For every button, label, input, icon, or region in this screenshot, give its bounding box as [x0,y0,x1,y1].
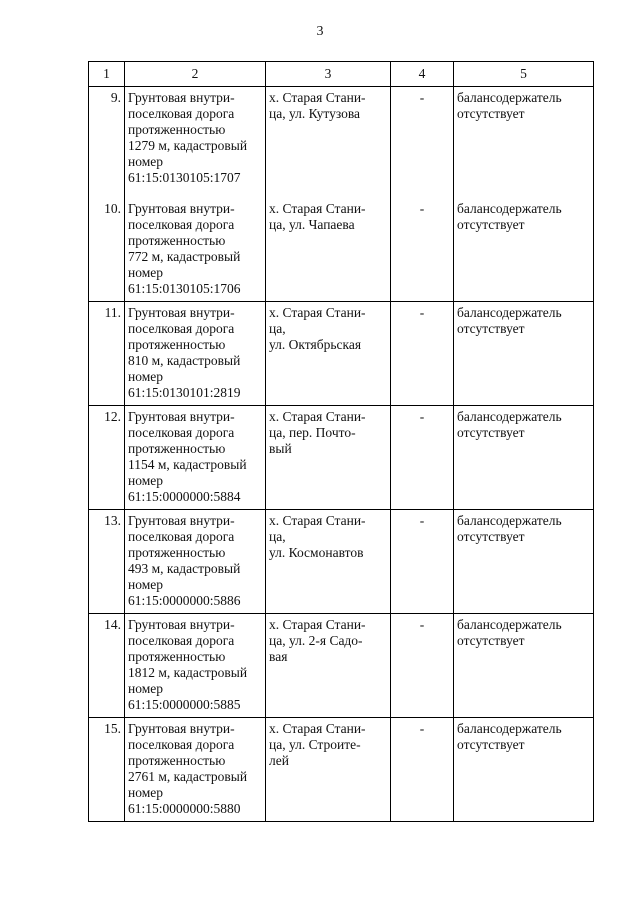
property-table [88,61,594,822]
holder-line: балансодержатель [457,90,562,105]
holder-cell [454,302,594,406]
address-line: ул. Космонавтов [269,545,364,560]
object-name-line: протяженностью [128,122,226,137]
row-number: 12. [89,406,125,510]
col4-value: - [391,614,454,718]
object-name-line: номер [128,473,164,488]
row-number: 9. [89,87,125,199]
table-row [89,406,594,510]
table-row [89,510,594,614]
header-col-5: 5 [454,62,594,87]
object-name-cell [125,718,266,822]
col4-value: - [391,302,454,406]
object-name-line: поселковая дорога [128,633,235,648]
header-col-3: 3 [266,62,391,87]
object-name-line: Грунтовая внутри- [128,721,235,736]
col4-value: - [391,406,454,510]
row-number: 13. [89,510,125,614]
table-row [89,718,594,822]
holder-line: отсутствует [457,529,525,544]
address-line: х. Старая Стани- [269,201,366,216]
header-col-2: 2 [125,62,266,87]
holder-cell [454,198,594,302]
holder-line: балансодержатель [457,409,562,424]
holder-line: балансодержатель [457,721,562,736]
holder-line: балансодержатель [457,513,562,528]
object-name-line: 61:15:0130101:2819 [128,385,241,400]
address-line: ца, ул. 2-я Садо- [269,633,363,648]
object-name-line: Грунтовая внутри- [128,617,235,632]
address-cell [266,510,391,614]
object-name-cell [125,614,266,718]
table-body [89,87,594,822]
object-name-line: 61:15:0130105:1707 [128,170,241,185]
table-row [89,302,594,406]
page-number: 3 [316,24,324,39]
address-line: х. Старая Стани- [269,409,366,424]
object-name-line: Грунтовая внутри- [128,90,235,105]
address-cell [266,87,391,199]
header-col-4: 4 [391,62,454,87]
object-name-line: Грунтовая внутри- [128,305,235,320]
object-name-line: 1812 м, кадастровый [128,665,248,680]
holder-cell [454,87,594,199]
col4-value: - [391,510,454,614]
object-name-line: 772 м, кадастровый [128,249,241,264]
row-number: 11. [89,302,125,406]
address-line: вая [269,649,288,664]
row-number: 15. [89,718,125,822]
holder-cell [454,510,594,614]
object-name-line: поселковая дорога [128,217,235,232]
object-name-line: Грунтовая внутри- [128,513,235,528]
holder-line: балансодержатель [457,617,562,632]
object-name-line: 493 м, кадастровый [128,561,241,576]
object-name-line: 1154 м, кадастровый [128,457,247,472]
table-row [89,87,594,199]
address-line: х. Старая Стани- [269,513,366,528]
row-number: 10. [89,198,125,302]
object-name-line: поселковая дорога [128,425,235,440]
holder-cell [454,718,594,822]
object-name-line: номер [128,785,164,800]
object-name-line: Грунтовая внутри- [128,409,235,424]
object-name-line: 61:15:0000000:5884 [128,489,241,504]
object-name-line: номер [128,577,164,592]
object-name-line: номер [128,369,164,384]
holder-line: отсутствует [457,106,525,121]
holder-line: балансодержатель [457,201,562,216]
holder-line: отсутствует [457,633,525,648]
header-col-1: 1 [89,62,125,87]
address-line: ца, [269,321,286,336]
object-name-line: 61:15:0000000:5885 [128,697,241,712]
address-line: лей [269,753,289,768]
holder-line: отсутствует [457,737,525,752]
holder-cell [454,406,594,510]
object-name-line: поселковая дорога [128,529,235,544]
object-name-line: протяженностью [128,545,226,560]
object-name-line: протяженностью [128,337,226,352]
address-line: х. Старая Стани- [269,305,366,320]
object-name-line: 61:15:0000000:5886 [128,593,241,608]
object-name-line: протяженностью [128,649,226,664]
address-cell [266,198,391,302]
address-line: х. Старая Стани- [269,617,366,632]
object-name-line: 810 м, кадастровый [128,353,241,368]
object-name-line: поселковая дорога [128,321,235,336]
holder-line: отсутствует [457,217,525,232]
row-number: 14. [89,614,125,718]
object-name-line: протяженностью [128,441,226,456]
holder-line: балансодержатель [457,305,562,320]
col4-value: - [391,87,454,199]
address-line: ца, ул. Кутузова [269,106,361,121]
object-name-line: номер [128,154,164,169]
object-name-line: 61:15:0000000:5880 [128,801,241,816]
object-name-line: номер [128,681,164,696]
address-line: ца, [269,529,286,544]
object-name-line: Грунтовая внутри- [128,201,235,216]
object-name-line: поселковая дорога [128,106,235,121]
holder-line: отсутствует [457,425,525,440]
object-name-line: 2761 м, кадастровый [128,769,248,784]
object-name-cell [125,302,266,406]
object-name-cell [125,87,266,199]
table-header-row [89,62,594,87]
address-line: ул. Октябрьская [269,337,362,352]
address-line: х. Старая Стани- [269,90,366,105]
address-cell [266,614,391,718]
table-row [89,614,594,718]
object-name-line: поселковая дорога [128,737,235,752]
holder-line: отсутствует [457,321,525,336]
object-name-line: протяженностью [128,233,226,248]
object-name-cell [125,406,266,510]
object-name-cell [125,510,266,614]
object-name-line: 61:15:0130105:1706 [128,281,241,296]
object-name-line: протяженностью [128,753,226,768]
address-cell [266,302,391,406]
address-cell [266,718,391,822]
table-row [89,198,594,302]
col4-value: - [391,718,454,822]
address-cell [266,406,391,510]
address-line: вый [269,441,292,456]
address-line: ца, ул. Строите- [269,737,361,752]
address-line: ца, ул. Чапаева [269,217,355,232]
address-line: х. Старая Стани- [269,721,366,736]
holder-cell [454,614,594,718]
object-name-line: номер [128,265,164,280]
address-line: ца, пер. Почто- [269,425,356,440]
object-name-cell [125,198,266,302]
col4-value: - [391,198,454,302]
object-name-line: 1279 м, кадастровый [128,138,248,153]
